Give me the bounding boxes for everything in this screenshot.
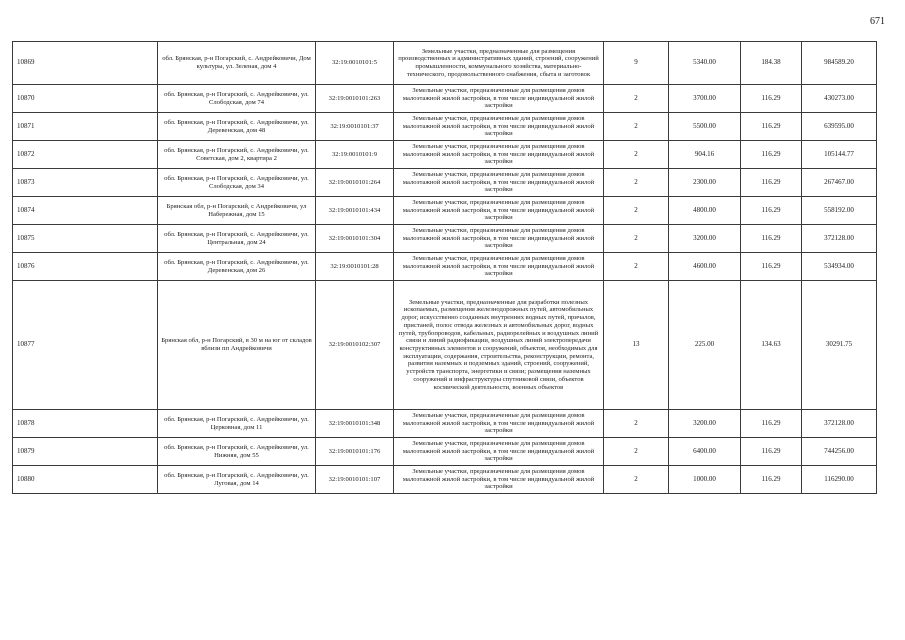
- cadastral-number-cell: 32:19:0010101:434: [316, 197, 394, 225]
- rate-cell: 116.29: [741, 466, 802, 494]
- row-number: 10869: [13, 42, 158, 85]
- cadastral-number-cell: 32:19:0010101:348: [316, 410, 394, 438]
- cadastral-number-cell: 32:19:0010101:304: [316, 225, 394, 253]
- address-cell: обл. Брянская, р-н Погарский, с. Андрейковичи, ул. Деревенская, дом 48: [158, 113, 316, 141]
- area-cell: 1000.00: [669, 466, 741, 494]
- cadastral-value-cell: 267467.00: [802, 169, 877, 197]
- address-cell: обл. Брянская, р-н Погарский, с. Андрейковичи, ул. Церковная, дом 11: [158, 410, 316, 438]
- area-cell: 2300.00: [669, 169, 741, 197]
- purpose-code-cell: 2: [604, 85, 669, 113]
- address-cell: Брянская обл, р-н Погарский, с Андрейковичи, ул Набережная, дом 15: [158, 197, 316, 225]
- land-purpose-cell: Земельные участки, предназначенные для размещения домов малоэтажной жилой застройки, в том числе индивидуальной жилой застройки: [394, 141, 604, 169]
- land-purpose-cell: Земельные участки, предназначенные для размещения домов малоэтажной жилой застройки, в том числе индивидуальной жилой застройки: [394, 225, 604, 253]
- area-cell: 4800.00: [669, 197, 741, 225]
- cadastral-number-cell: 32:19:0010101:107: [316, 466, 394, 494]
- rate-cell: 116.29: [741, 438, 802, 466]
- area-cell: 6400.00: [669, 438, 741, 466]
- table-row: [13, 169, 877, 197]
- land-purpose-cell: Земельные участки, предназначенные для разработки полезных ископаемых, размещения железнодорожных путей, автомобильных дорог, искусственно созданных внутренних водных путей, причалов, пристаней, полос отвода железных и автомобильных дорог, водных путей, трубопроводов, кабельных, радиорелейных и воздушных линий связи и линий радиофикации, воздушных линий электропередачи конструктивных элементов и сооружений, объектов, необходимых для эксплуатации, содержания, строительства, реконструкции, ремонта, развития наземных и подземных зданий, строений, сооружений, устройств транспорта, энергетики и связи; размещения наземных сооружений и инфраструктуры спутниковой связи, объектов космической деятельности, военных объектов: [394, 281, 604, 410]
- page-number: 671: [870, 16, 885, 27]
- area-cell: 3200.00: [669, 225, 741, 253]
- cadastral-value-cell: 105144.77: [802, 141, 877, 169]
- cadastral-value-cell: 558192.00: [802, 197, 877, 225]
- purpose-code-cell: 2: [604, 466, 669, 494]
- row-number: 10876: [13, 253, 158, 281]
- rate-cell: 116.29: [741, 225, 802, 253]
- address-cell: обл. Брянская, р-н Погарский, с. Андрейковичи, ул. Центральная, дом 24: [158, 225, 316, 253]
- rate-cell: 116.29: [741, 113, 802, 141]
- row-number: 10871: [13, 113, 158, 141]
- rate-cell: 116.29: [741, 410, 802, 438]
- address-cell: обл. Брянская, р-н Погарский, с. Андрейковичи, ул. Луговая, дом 14: [158, 466, 316, 494]
- table-row: [13, 253, 877, 281]
- land-registry-table: [12, 41, 877, 494]
- table-row: [13, 85, 877, 113]
- row-number: 10870: [13, 85, 158, 113]
- cadastral-value-cell: 30291.75: [802, 281, 877, 410]
- address-cell: обл. Брянская, р-н Погарский, с. Андрейковичи, ул. Нижняя, дом 55: [158, 438, 316, 466]
- address-cell: обл. Брянская, р-н Погарский, с. Андрейковичи, ул. Деревенская, дом 26: [158, 253, 316, 281]
- cadastral-number-cell: 32:19:0010101:28: [316, 253, 394, 281]
- rate-cell: 116.29: [741, 85, 802, 113]
- rate-cell: 134.63: [741, 281, 802, 410]
- purpose-code-cell: 2: [604, 253, 669, 281]
- row-number: 10872: [13, 141, 158, 169]
- address-cell: обл. Брянская, р-н Погарский, с. Андрейковичи, ул. Советская, дом 2, квартира 2: [158, 141, 316, 169]
- row-number: 10879: [13, 438, 158, 466]
- cadastral-number-cell: 32:19:0010101:176: [316, 438, 394, 466]
- address-cell: обл. Брянская, р-н Погарский, с. Андрейковичи, Дом культуры, ул. Зеленая, дом 4: [158, 42, 316, 85]
- area-cell: 5500.00: [669, 113, 741, 141]
- rate-cell: 116.29: [741, 141, 802, 169]
- cadastral-number-cell: 32:19:0010101:37: [316, 113, 394, 141]
- row-number: 10874: [13, 197, 158, 225]
- table-row: [13, 438, 877, 466]
- cadastral-value-cell: 744256.00: [802, 438, 877, 466]
- address-cell: Брянская обл, р-н Погарский, в 30 м на юг от складов вблизи пп Андрейковичи: [158, 281, 316, 410]
- row-number: 10877: [13, 281, 158, 410]
- area-cell: 225.00: [669, 281, 741, 410]
- land-purpose-cell: Земельные участки, предназначенные для размещения домов малоэтажной жилой застройки, в том числе индивидуальной жилой застройки: [394, 253, 604, 281]
- cadastral-value-cell: 430273.00: [802, 85, 877, 113]
- area-cell: 3200.00: [669, 410, 741, 438]
- table-row: [13, 197, 877, 225]
- cadastral-value-cell: 639595.00: [802, 113, 877, 141]
- rate-cell: 116.29: [741, 253, 802, 281]
- table-row: [13, 466, 877, 494]
- land-purpose-cell: Земельные участки, предназначенные для размещения домов малоэтажной жилой застройки, в том числе индивидуальной жилой застройки: [394, 466, 604, 494]
- cadastral-value-cell: 534934.00: [802, 253, 877, 281]
- land-purpose-cell: Земельные участки, предназначенные для размещения производственных и административных зданий, строений, сооружений промышленности, коммунального хозяйства, материально-технического, продовольственного снабжения, сбыта и заготовок: [394, 42, 604, 85]
- address-cell: обл. Брянская, р-н Погарский, с. Андрейковичи, ул. Слободская, дом 34: [158, 169, 316, 197]
- cadastral-value-cell: 372128.00: [802, 410, 877, 438]
- cadastral-number-cell: 32:19:0010101:263: [316, 85, 394, 113]
- cadastral-value-cell: 984589.20: [802, 42, 877, 85]
- cadastral-value-cell: 116290.00: [802, 466, 877, 494]
- row-number: 10873: [13, 169, 158, 197]
- purpose-code-cell: 2: [604, 225, 669, 253]
- row-number: 10878: [13, 410, 158, 438]
- table-row: [13, 141, 877, 169]
- purpose-code-cell: 2: [604, 141, 669, 169]
- purpose-code-cell: 9: [604, 42, 669, 85]
- purpose-code-cell: 13: [604, 281, 669, 410]
- land-purpose-cell: Земельные участки, предназначенные для размещения домов малоэтажной жилой застройки, в том числе индивидуальной жилой застройки: [394, 169, 604, 197]
- table-row: [13, 410, 877, 438]
- cadastral-number-cell: 32:19:0010102:307: [316, 281, 394, 410]
- cadastral-number-cell: 32:19:0010101:5: [316, 42, 394, 85]
- cadastral-number-cell: 32:19:0010101:264: [316, 169, 394, 197]
- table-row: [13, 281, 877, 410]
- row-number: 10880: [13, 466, 158, 494]
- area-cell: 904.16: [669, 141, 741, 169]
- rate-cell: 116.29: [741, 197, 802, 225]
- table-row: [13, 42, 877, 85]
- purpose-code-cell: 2: [604, 169, 669, 197]
- area-cell: 5340.00: [669, 42, 741, 85]
- cadastral-value-cell: 372128.00: [802, 225, 877, 253]
- land-purpose-cell: Земельные участки, предназначенные для размещения домов малоэтажной жилой застройки, в том числе индивидуальной жилой застройки: [394, 113, 604, 141]
- table-row: [13, 225, 877, 253]
- rate-cell: 184.38: [741, 42, 802, 85]
- purpose-code-cell: 2: [604, 410, 669, 438]
- row-number: 10875: [13, 225, 158, 253]
- cadastral-number-cell: 32:19:0010101:9: [316, 141, 394, 169]
- purpose-code-cell: 2: [604, 113, 669, 141]
- area-cell: 3700.00: [669, 85, 741, 113]
- land-purpose-cell: Земельные участки, предназначенные для размещения домов малоэтажной жилой застройки, в том числе индивидуальной жилой застройки: [394, 410, 604, 438]
- purpose-code-cell: 2: [604, 438, 669, 466]
- address-cell: обл. Брянская, р-н Погарский, с. Андрейковичи, ул. Слободская, дом 74: [158, 85, 316, 113]
- land-purpose-cell: Земельные участки, предназначенные для размещения домов малоэтажной жилой застройки, в том числе индивидуальной жилой застройки: [394, 85, 604, 113]
- purpose-code-cell: 2: [604, 197, 669, 225]
- land-purpose-cell: Земельные участки, предназначенные для размещения домов малоэтажной жилой застройки, в том числе индивидуальной жилой застройки: [394, 438, 604, 466]
- land-purpose-cell: Земельные участки, предназначенные для размещения домов малоэтажной жилой застройки, в том числе индивидуальной жилой застройки: [394, 197, 604, 225]
- rate-cell: 116.29: [741, 169, 802, 197]
- area-cell: 4600.00: [669, 253, 741, 281]
- table-row: [13, 113, 877, 141]
